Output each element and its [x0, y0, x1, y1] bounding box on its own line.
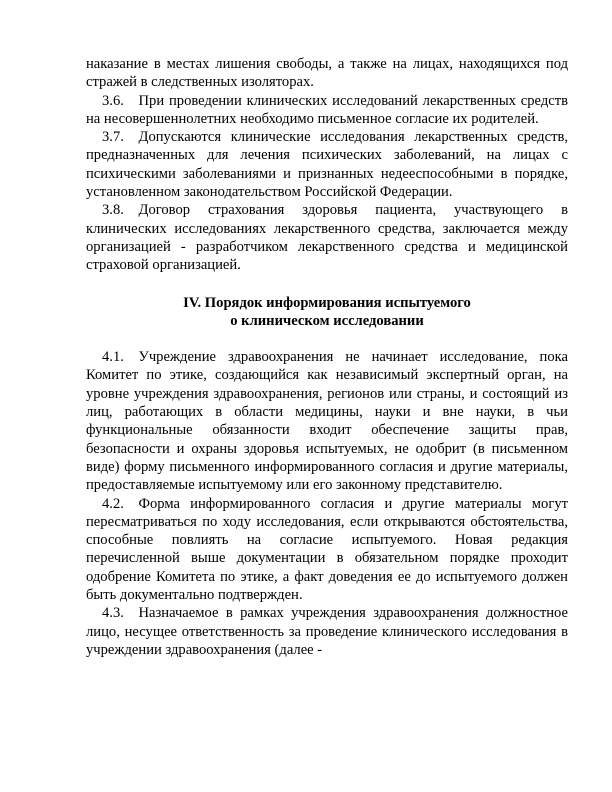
- paragraph-3-7: 3.7. Допускаются клинические исследования лекарственных средств, предназначенных для лечения психических заболеваний, на лицах с психическими заболеваниями и признанных недееспособными в порядке, установленном законодательством Российской Федерации.: [86, 129, 568, 201]
- paragraph-4-3: 4.3. Назначаемое в рамках учреждения здравоохранения должностное лицо, несущее ответственность за проведение клинического исследования в учреждении здравоохранения (далее -: [86, 605, 568, 658]
- section-heading: [86, 294, 568, 331]
- section-heading-line-2: о клиническом исследовании: [230, 312, 424, 329]
- paragraph-3-6: 3.6. При проведении клинических исследований лекарственных средств на несовершеннолетних необходимо письменное согласие их родителей.: [86, 92, 568, 127]
- paragraph-cont: наказание в местах лишения свободы, а также на лицах, находящихся под стражей в следственных изоляторах.: [86, 56, 568, 91]
- paragraph-4-1: 4.1. Учреждение здравоохранения не начинает исследование, пока Комитет по этике, создающийся как независимый экспертный орган, на уровне учреждения здравоохранения, регионов или страны, и состоящий из лиц, работающих в области медицины, науки и вне науки, в чьи функциональные обязанности входит обеспечение защиты прав, безопасности и охраны здоровья испытуемых, не одобрит (в письменном виде) форму письменного информированного согласия и другие материалы, предоставляемые испытуемому или его законному представителю.: [86, 349, 568, 494]
- paragraph-4-2: 4.2. Форма информированного согласия и другие материалы могут пересматриваться по ходу исследования, если открываются обстоятельства, способные повлиять на согласие испытуемого. Новая редакция перечисленной выше документации в обязательном порядке проходит одобрение Комитета по этике, а факт доведения ее до испытуемого должен быть документально подтвержден.: [86, 495, 568, 604]
- paragraph-3-8: 3.8. Договор страхования здоровья пациента, участвующего в клинических исследованиях лекарственного средства, заключается между организацией - разработчиком лекарственного средства и медицинской страховой организацией.: [86, 202, 568, 274]
- section-heading-line-1: IV. Порядок информирования испытуемого: [183, 294, 471, 311]
- section-three-continuation: [86, 55, 568, 275]
- section-four-body: [86, 348, 568, 659]
